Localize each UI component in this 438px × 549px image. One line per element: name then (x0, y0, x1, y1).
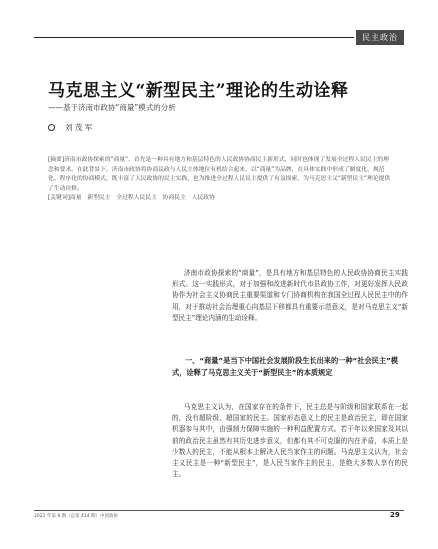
column-tag: 民主政治 (356, 30, 404, 45)
keywords-text: 商量 新型民主 全过程人民民主 协商民主 人民政协 (69, 195, 215, 202)
footer-rule (34, 510, 404, 511)
body-paragraph-2: 马克思主义认为，在国家存在的条件下，民主总是与阶级和国家联系在一起的，没有超阶级、超国家的民主。国家形态意义上的民主是政治民主，即在国家机器参与其中，由强制力保障实施的一种利益配置方式。若干年以来国家及其以前的政治民主虽然有其历史进步意义，但都有其不可克服的内在矛盾，本质上是少数人的民主，不能从根本上解决人民当家作主的问题。马克思主义认为，社会主义民主是一种“新型民主”，是人民当家作主的民主，是绝大多数人享有的民主。 (172, 403, 408, 479)
keywords-label: [关键词] (48, 195, 70, 202)
footer-journal: 2021 年第 9 期（总第 414 期）中国政协 (34, 514, 119, 519)
body-paragraph-1: 济南市政协探索的“商量”，是具有地方和基层特色的人民政协协商民主实践形式。这一实践形式，对于加强和改进新时代市县政协工作，对更好发挥人民政协作为社会主义协商民主重要渠道和专门协商机构在我国全过程人民民主中的作用，对于推动社会治理重心向基层下移都具有重要示范意义，是对马克思主义“新型民主”理论内涵的生动诠释。 (172, 269, 408, 322)
abstract-text: 济南市政协探索的“商量”，首先是一种具有地方和基层特色的人民政协协商民主新形式，同时也体现了发展全过程人民民主的理念和要求。在此背景下，济南市政协将协商议政与人民主体地位有机结合起来，以“商量”为品牌，在具体实践中形成了制度化、规范化、程序化的协商模式，既丰富了人民政协的民主实践，也为推进全过程人民民主提供了有益探索，为马克思主义“新型民主”理论提供了生动诠释。 (48, 157, 391, 192)
keywords-line (48, 194, 394, 204)
abstract-label: [摘要] (48, 157, 65, 163)
author-name: 刘 茂 军 (65, 123, 93, 132)
section-heading-1: 一、“商量”是当下中国社会发展阶段生长出来的一种“社会民主”模式，诠释了马克思主义关于“新型民主”的本质规定 (172, 356, 398, 377)
abstract-paragraph (48, 156, 394, 194)
page-number: 29 (390, 511, 400, 519)
article-title: 马克思主义“新型民主”理论的生动诠释 (48, 81, 349, 101)
header-rule (34, 37, 354, 38)
article-subtitle: ——基于济南市政协“商量”模式的分析 (48, 103, 176, 112)
author-bullet-icon (48, 124, 55, 131)
author-row (48, 122, 92, 133)
abstract-block (48, 156, 394, 204)
